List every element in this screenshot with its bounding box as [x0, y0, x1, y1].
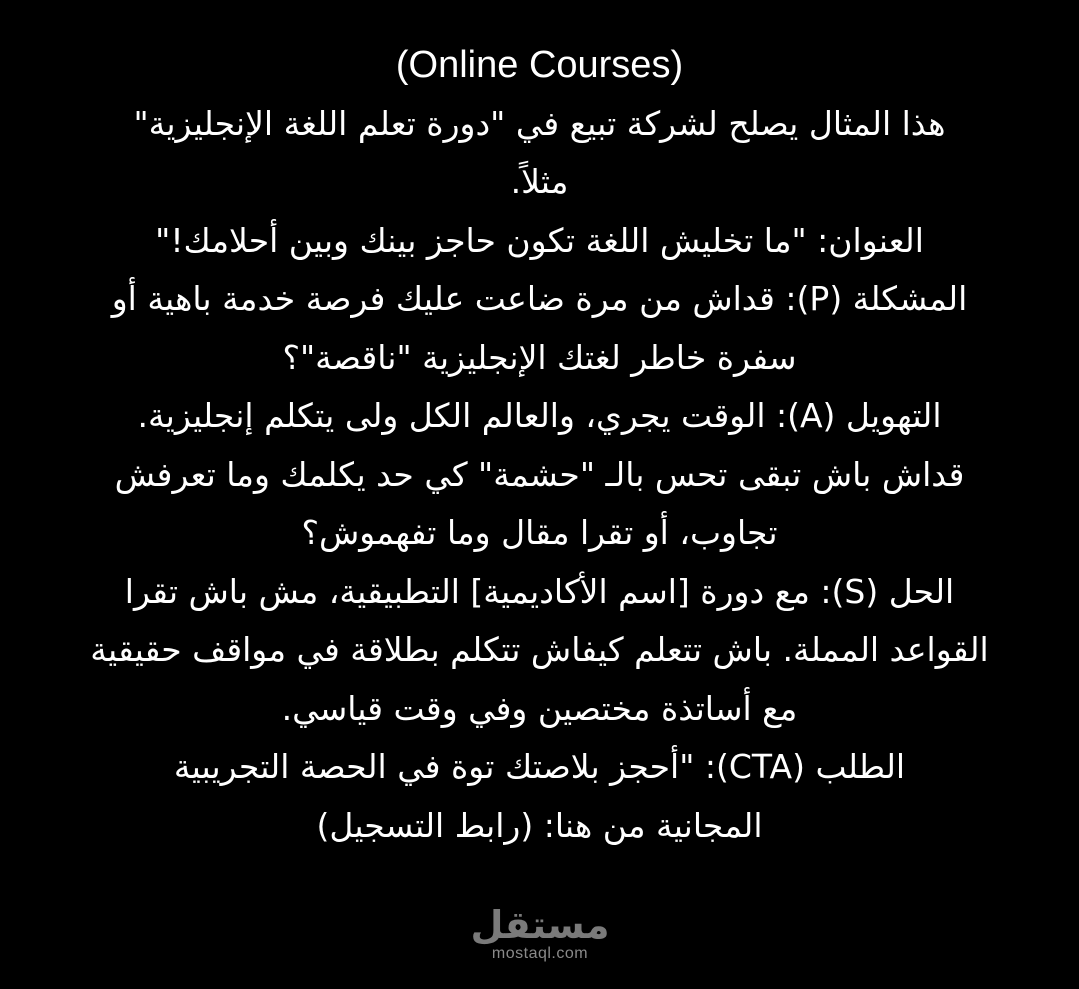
text-line-3: العنوان: "ما تخليش اللغة تكون حاجز بينك وبين أحلامك!" [155, 220, 924, 260]
text-line-12: الطلب (CTA): "أحجز بلاصتك توة في الحصة التجريبية [173, 747, 906, 786]
text-line-2: مثلاً. [510, 162, 569, 201]
text-line-6: التهويل (A): الوقت يجري، والعالم الكل ولى يتكلم إنجليزية. [137, 396, 942, 435]
text-line-7: قداش باش تبقى تحس بالـ "حشمة" كي حد يكلمك وما تعرفش [114, 454, 965, 494]
document-body [40, 36, 1039, 855]
text-line-10: القواعد المملة. باش تتعلم كيفاش تتكلم بطلاقة في مواقف حقيقية [90, 630, 989, 669]
text-line-4: المشكلة (P): قداش من مرة ضاعت عليك فرصة خدمة باهية أو [111, 279, 968, 318]
text-line-8: تجاوب، أو تقرا مقال وما تفهموش؟ [301, 513, 778, 552]
watermark-arabic: مستقل [470, 903, 610, 947]
doc-title: (Online Courses) [395, 44, 684, 86]
text-line-1: هذا المثال يصلح لشركة تبيع في "دورة تعلم اللغة الإنجليزية" [133, 103, 946, 143]
mostaql-watermark [470, 905, 610, 963]
text-line-9: الحل (S): مع دورة [اسم الأكاديمية] التطبيقية، مش باش تقرا [124, 571, 955, 611]
watermark-url: mostaql.com [491, 945, 589, 962]
text-line-13: المجانية من هنا: (رابط التسجيل) [316, 805, 763, 845]
text-line-5: سفرة خاطر لغتك الإنجليزية "ناقصة"؟ [282, 337, 797, 377]
text-line-11: مع أساتذة مختصين وفي وقت قياسي. [281, 688, 798, 728]
